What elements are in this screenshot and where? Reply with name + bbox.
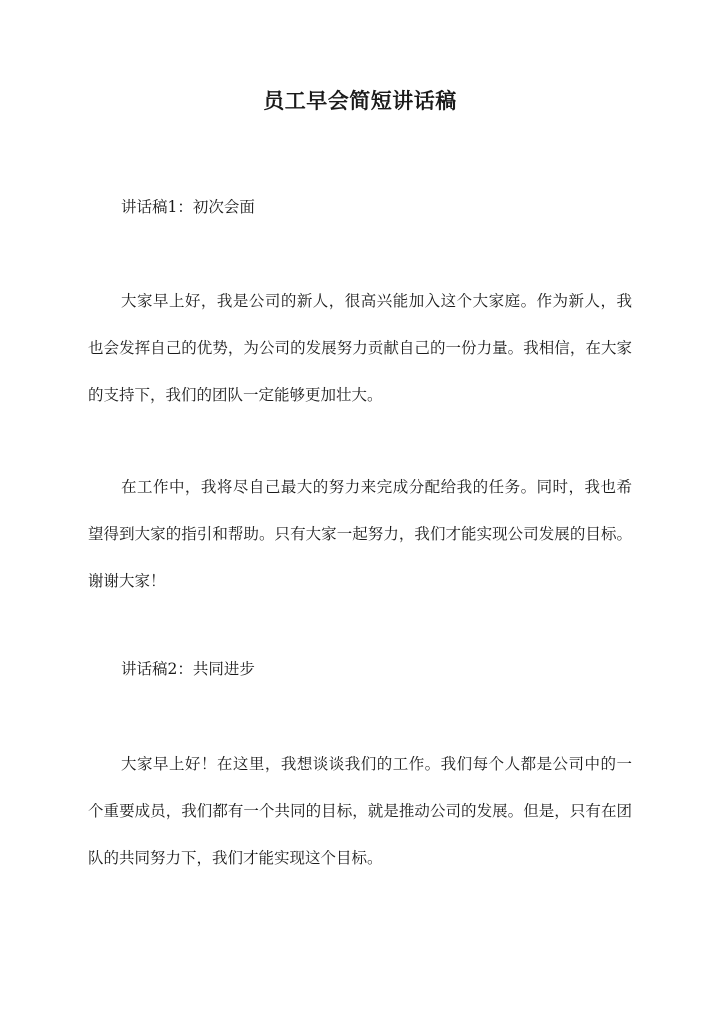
paragraph: 在工作中，我将尽自己最大的努力来完成分配给我的任务。同时，我也希望得到大家的指引和帮助。只有大家一起努力，我们才能实现公司发展的目标。谢谢大家！ <box>88 478 632 590</box>
document-title: 员工早会简短讲话稿 <box>263 88 457 113</box>
paragraph: 大家早上好！在这里，我想谈谈我们的工作。我们每个人都是公司中的一个重要成员，我们都有一个共同的目标，就是推动公司的发展。但是，只有在团队的共同努力下，我们才能实现这个目标。 <box>88 755 632 867</box>
paragraph: 大家早上好，我是公司的新人，很高兴能加入这个大家庭。作为新人，我也会发挥自己的优势，为公司的发展努力贡献自己的一份力量。我相信，在大家的支持下，我们的团队一定能够更加壮大。 <box>88 292 632 404</box>
section-heading: 讲话稿2：共同进步 <box>121 660 255 678</box>
section-heading: 讲话稿1：初次会面 <box>121 198 255 216</box>
